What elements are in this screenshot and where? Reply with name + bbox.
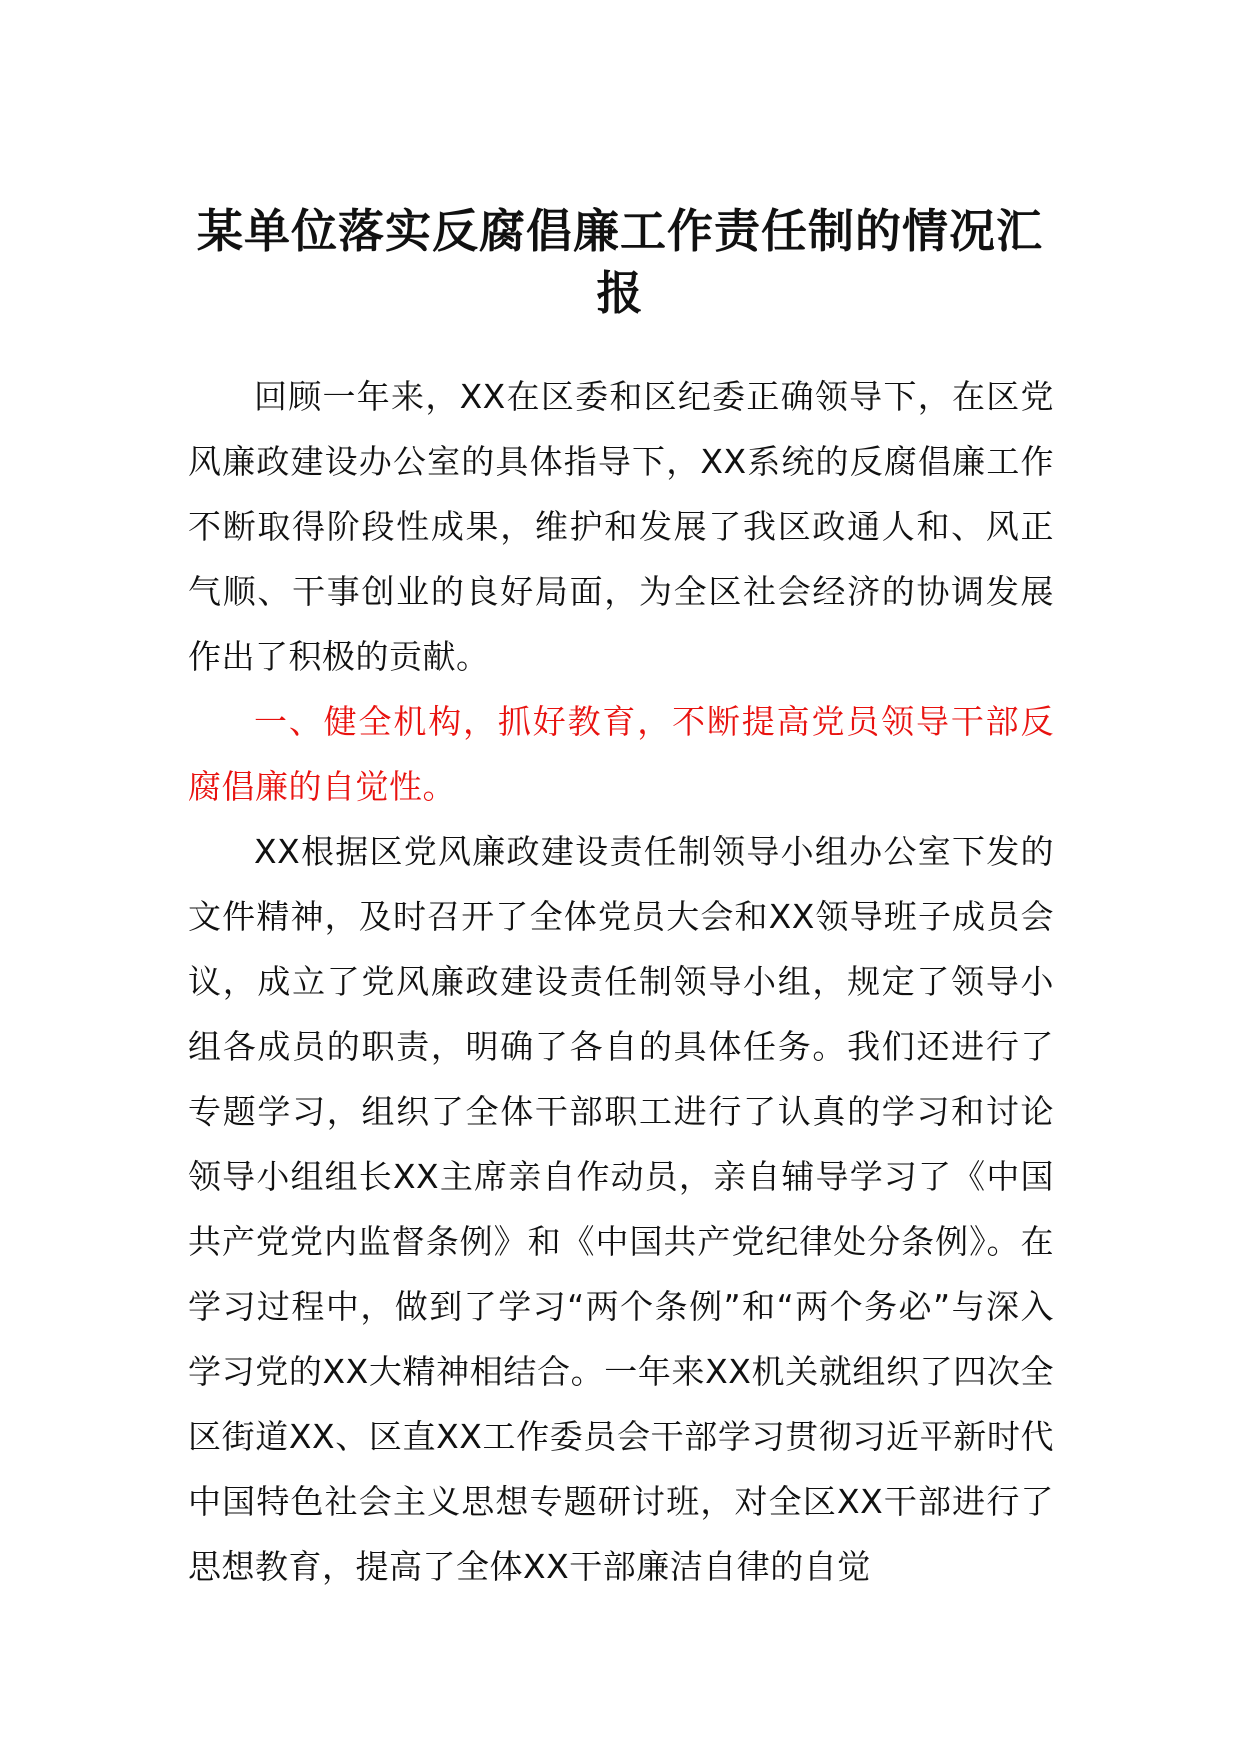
document-body (188, 364, 1054, 1599)
section-paragraph: XX根据区党风廉政建设责任制领导小组办公室下发的文件精神，及时召开了全体党员大会和XX领导班子成员会议，成立了党风廉政建设责任制领导小组，规定了领导小组各成员的职责，明确了各自的具体任务。我们还进行了专题学习，组织了全体干部职工进行了认真的学习和讨论领导小组组长XX主席亲自作动员，亲自辅导学习了《中国共产党党内监督条例》和《中国共产党纪律处分条例》。在学习过程中，做到了学习“两个条例”和“两个务必”与深入学习党的XX大精神相结合。一年来XX机关就组织了四次全区街道XX、区直XX工作委员会干部学习贯彻习近平新时代中国特色社会主义思想专题研讨班，对全区XX干部进行了思想教育，提高了全体XX干部廉洁自律的自觉 (188, 832, 1054, 1586)
section-heading: 一、健全机构，抓好教育，不断提高党员领导干部反腐倡廉的自觉性。 (188, 702, 1054, 806)
document-title: 某单位落实反腐倡廉工作责任制的情况汇报 (197, 204, 1043, 320)
intro-paragraph: 回顾一年来，XX在区委和区纪委正确领导下，在区党风廉政建设办公室的具体指导下，XX系统的反腐倡廉工作不断取得阶段性成果，维护和发展了我区政通人和、风正气顺、干事创业的良好局面，为全区社会经济的协调发展作出了积极的贡献。 (188, 377, 1054, 676)
